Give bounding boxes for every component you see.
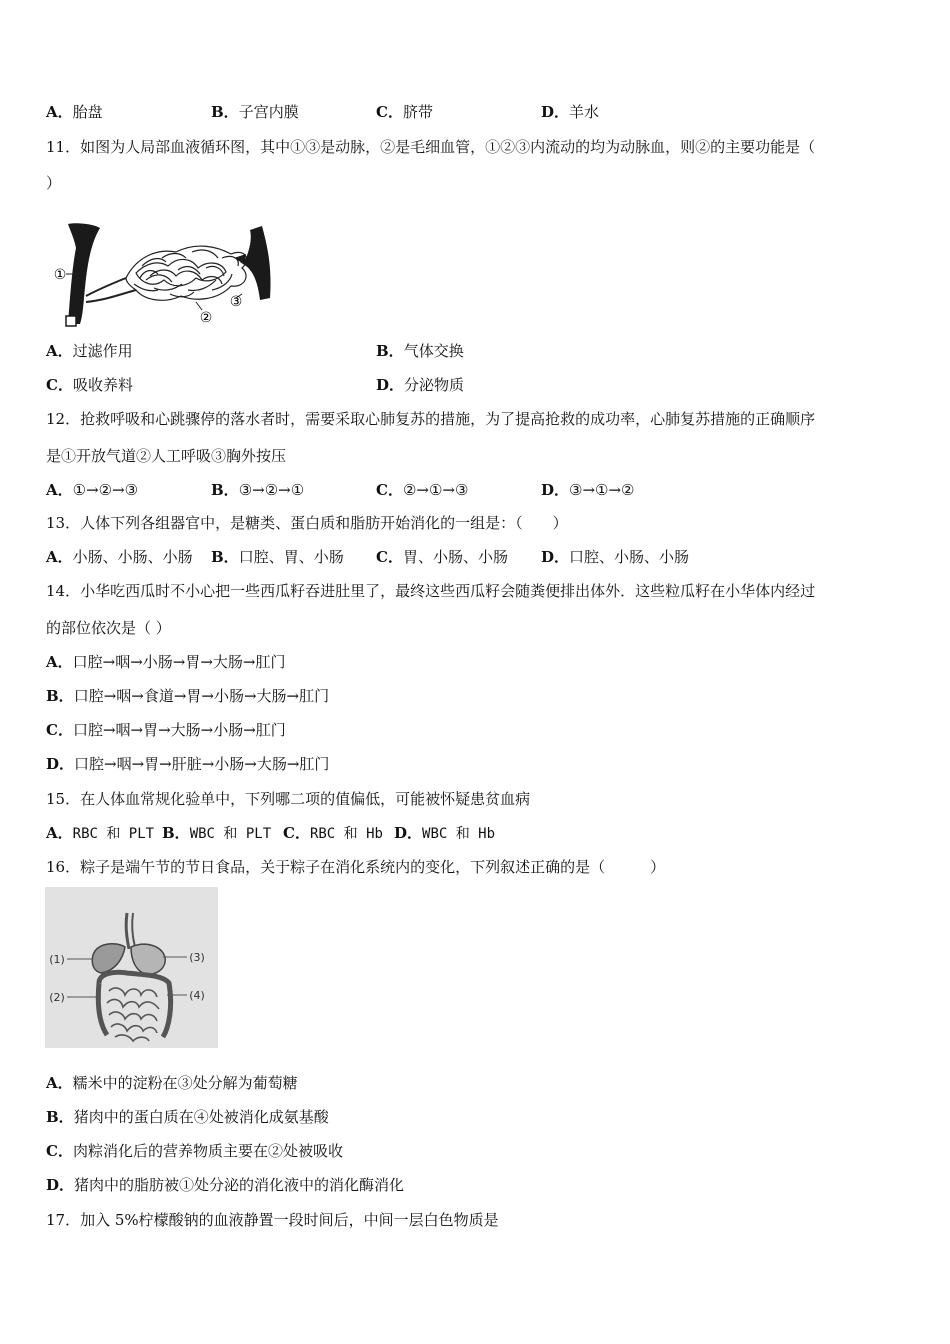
figure-label-1: ① <box>53 267 67 283</box>
q15-option-b: B．WBC 和 PLT <box>162 824 272 842</box>
q17-stem: 17．加入 5%柠檬酸钠的血液静置一段时间后，中间一层白色物质是 <box>46 1211 499 1229</box>
q10-option-c: C．脐带 <box>376 103 433 121</box>
q12-stem-line2: 是①开放气道②人工呼吸③胸外按压 <box>46 447 287 465</box>
q15-option-c: C．RBC 和 Hb <box>283 824 383 842</box>
digestive-system-figure <box>45 887 218 1048</box>
digestive-label-4: (4) <box>189 989 205 1002</box>
q16-option-d: D．猪肉中的脂肪被①处分泌的消化液中的消化酶消化 <box>46 1176 405 1194</box>
q16-option-a: A．糯米中的淀粉在③处分解为葡萄糖 <box>46 1074 298 1092</box>
q12-option-b: B．③→②→① <box>211 481 305 499</box>
q11-option-d: D．分泌物质 <box>376 376 465 394</box>
q10-option-d: D．羊水 <box>541 103 600 121</box>
q16-option-b: B．猪肉中的蛋白质在④处被消化成氨基酸 <box>46 1108 329 1126</box>
q11-stem-line1: 11．如图为人局部血液循环图，其中①③是动脉，②是毛细血管，①②③内流动的均为动脉血，则②的主要功能是（ <box>46 138 816 156</box>
q14-option-b: B．口腔→咽→食道→胃→小肠→大肠→肛门 <box>46 687 330 705</box>
q14-stem-line2: 的部位依次是（ ） <box>46 619 171 637</box>
q10-option-b: B．子宫内膜 <box>211 103 299 121</box>
q11-option-a: A．过滤作用 <box>46 342 133 360</box>
figure-label-2: ② <box>199 310 213 326</box>
q11-option-c: C．吸收养料 <box>46 376 133 394</box>
digestive-label-1: (1) <box>49 953 65 966</box>
q12-stem-line1: 12．抢救呼吸和心跳骤停的落水者时，需要采取心肺复苏的措施，为了提高抢救的成功率，心肺复苏措施的正确顺序 <box>46 410 816 428</box>
q11-option-b: B．气体交换 <box>376 342 464 360</box>
q12-option-a: A．①→②→③ <box>46 481 139 499</box>
q10-option-a: A．胎盘 <box>46 103 103 121</box>
q13-option-c: C．胃、小肠、小肠 <box>376 548 508 566</box>
q12-option-d: D．③→①→② <box>541 481 635 499</box>
q14-option-d: D．口腔→咽→胃→肝脏→小肠→大肠→肛门 <box>46 755 330 773</box>
digestive-label-2: (2) <box>49 991 65 1004</box>
q14-stem-line1: 14．小华吃西瓜时不小心把一些西瓜籽吞进肚里了，最终这些西瓜籽会随粪便排出体外．这些粒瓜籽在小华体内经过 <box>46 582 816 600</box>
q13-option-b: B．口腔、胃、小肠 <box>211 548 344 566</box>
q16-stem: 16．粽子是端午节的节日食品，关于粽子在消化系统内的变化，下列叙述正确的是（ ） <box>46 858 666 876</box>
q15-option-a: A．RBC 和 PLT <box>46 824 155 842</box>
q13-option-d: D．口腔、小肠、小肠 <box>541 548 690 566</box>
q15-stem: 15．在人体血常规化验单中，下列哪二项的值偏低，可能被怀疑患贫血病 <box>46 790 531 808</box>
q11-stem-line2: ） <box>46 174 62 192</box>
q13-stem: 13．人体下列各组器官中，是糖类、蛋白质和脂肪开始消化的一组是：（ ） <box>46 514 568 532</box>
digestive-label-3: (3) <box>189 951 205 964</box>
blood-circulation-figure <box>46 218 276 328</box>
q14-option-c: C．口腔→咽→胃→大肠→小肠→肛门 <box>46 721 286 739</box>
q14-option-a: A．口腔→咽→小肠→胃→大肠→肛门 <box>46 653 286 671</box>
figure-label-3: ③ <box>229 294 243 310</box>
q13-option-a: A．小肠、小肠、小肠 <box>46 548 193 566</box>
q16-option-c: C．肉粽消化后的营养物质主要在②处被吸收 <box>46 1142 343 1160</box>
q12-option-c: C．②→①→③ <box>376 481 469 499</box>
q15-option-d: D．WBC 和 Hb <box>394 824 496 842</box>
